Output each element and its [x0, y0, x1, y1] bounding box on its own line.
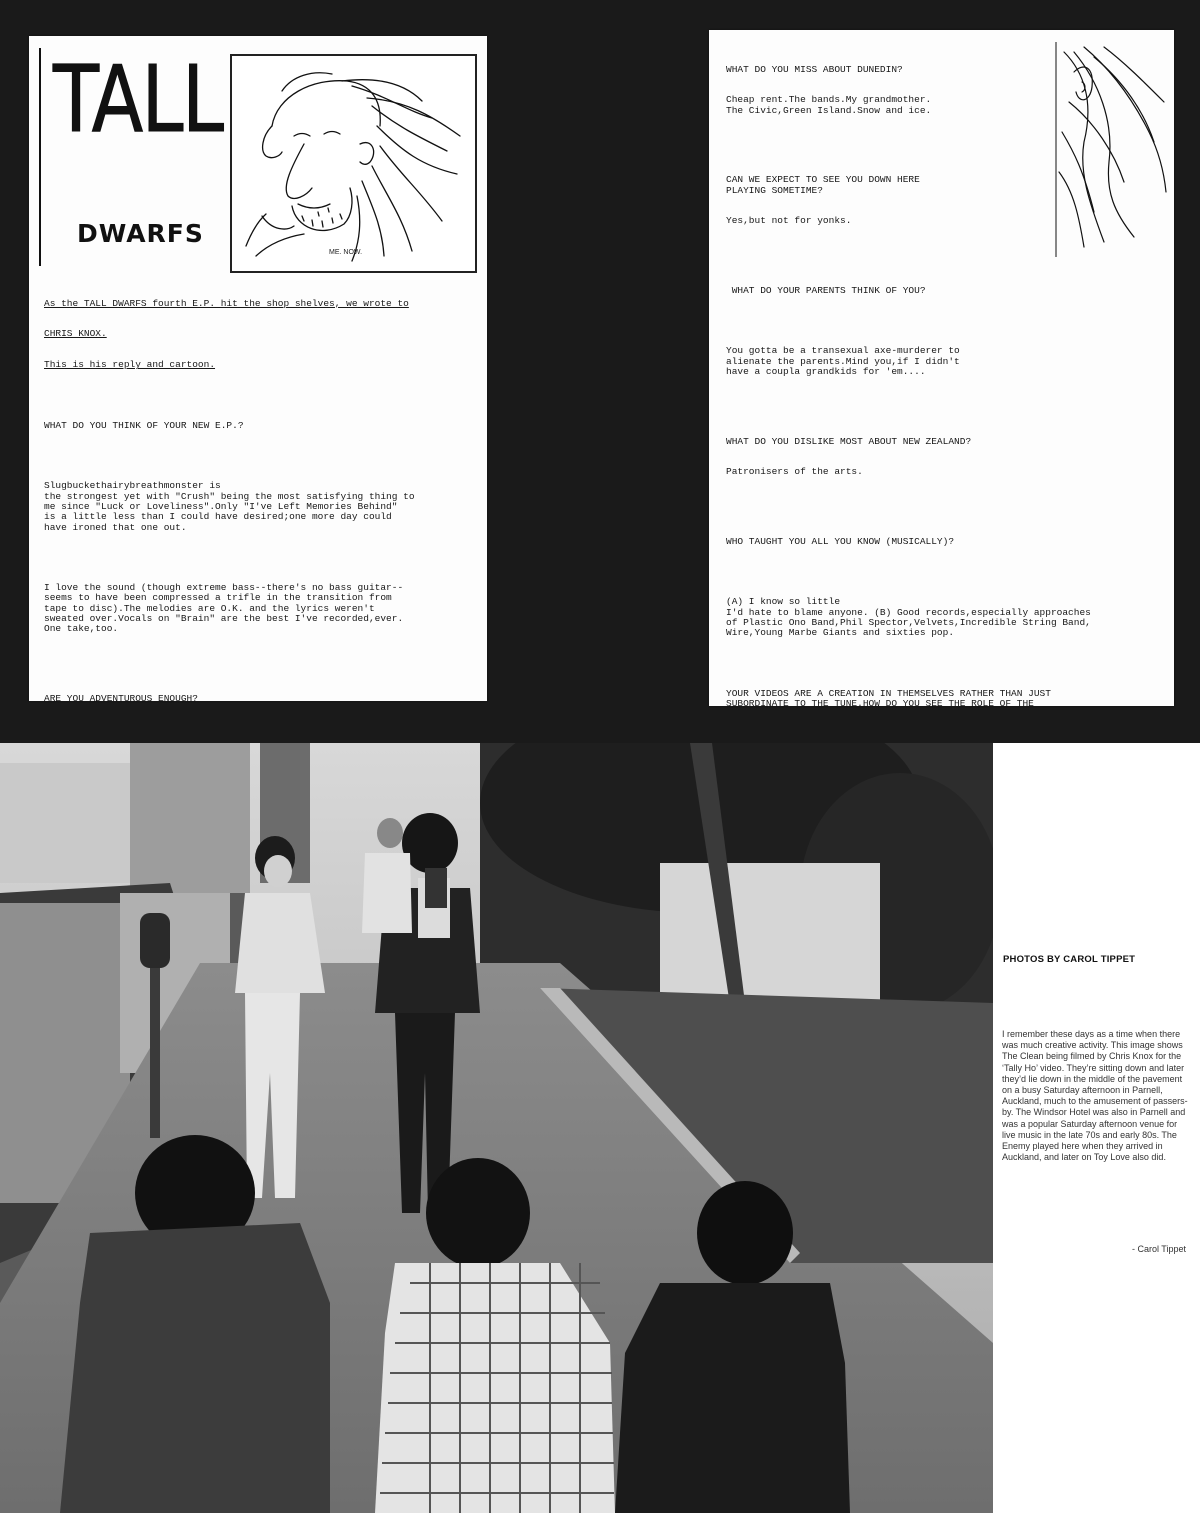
question: WHAT DO YOU MISS ABOUT DUNEDIN?	[726, 63, 903, 75]
margin-rule	[39, 48, 41, 266]
street-photograph	[0, 743, 993, 1513]
answer: Slugbuckethairybreathmonster is the strongest yet with "Crush" being the most satisfying thing to me since "Luck or Loveliness".Only "I've Left Memories Behind" is a little less than I could have desired;one more day could have ironed that one out.	[44, 480, 415, 533]
cartoon-drawing	[232, 56, 475, 271]
title-dwarfs: DWARFS	[77, 219, 204, 248]
self-portrait-cartoon	[230, 54, 477, 273]
title-tall: TALL	[53, 46, 223, 153]
question: ARE YOU ADVENTUROUS ENOUGH?	[44, 692, 198, 701]
answer: Yes,but not for yonks.	[726, 215, 852, 227]
interview-text-left	[44, 278, 474, 701]
photo-caption: I remember these days as a time when there was much creative activity. This image shows The Clean being filmed by Chris Knox for the ‘Tally Ho’ video. They’re sitting down and later they’d lie down in the middle of the pavement on a busy Saturday afternoon in Parnell, Auckland, much to the amusement of passers-by. The Windsor Hotel was also in Parnell and was a popular Saturday afternoon venue for live music in the late 70s and early 80s. The Enemy played here when they arrived in Auckland, and later on Toy Love also did.	[1002, 1029, 1188, 1163]
photo-caption-sidebar	[993, 743, 1200, 1513]
question: WHAT DO YOUR PARENTS THINK OF YOU?	[726, 284, 926, 296]
question: WHO TAUGHT YOU ALL YOU KNOW (MUSICALLY)?	[726, 535, 955, 547]
photo-credit: PHOTOS BY CAROL TIPPET	[1003, 954, 1136, 965]
intro-line: As the TALL DWARFS fourth E.P. hit the shop shelves, we wrote to	[44, 297, 409, 309]
question: WHAT DO YOU DISLIKE MOST ABOUT NEW ZEALAND?	[726, 435, 972, 447]
answer: Cheap rent.The bands.My grandmother. The Civic,Green Island.Snow and ice.	[726, 94, 932, 116]
question: WHAT DO YOU THINK OF YOUR NEW E.P.?	[44, 419, 244, 431]
zine-page-left	[29, 36, 487, 701]
answer: Patronisers of the arts.	[726, 466, 863, 478]
intro-line: This is his reply and cartoon.	[44, 359, 216, 371]
answer: You gotta be a transexual axe-murderer to alienate the parents.Mind you,if I didn't have a coupla grandkids for 'em....	[726, 345, 960, 378]
zine-page-right	[709, 30, 1174, 706]
answer: I love the sound (though extreme bass--there's no bass guitar-- seems to have been compressed a trifle in the transition from tape to disc).The melodies are O.K. and the lyrics weren't sweated over.Vocals on "Brain" are the best I've recorded,ever. One take,too.	[44, 582, 404, 635]
question: CAN WE EXPECT TO SEE YOU DOWN HERE PLAYING SOMETIME?	[726, 174, 920, 196]
intro-line: CHRIS KNOX.	[44, 328, 107, 340]
caption-signature: - Carol Tippet	[1131, 1244, 1186, 1254]
question: YOUR VIDEOS ARE A CREATION IN THEMSELVES RATHER THAN JUST SUBORDINATE TO THE TUNE.HOW DO YOU SEE THE ROLE OF THE	[726, 687, 1051, 706]
cartoon-caption: ME. NOW.	[329, 249, 363, 256]
interview-text-right	[726, 44, 1171, 706]
answer: (A) I know so little I'd hate to blame anyone. (B) Good records,especially approaches of Plastic Ono Band,Phil Spector,Velvets,Incredible String Band, Wire,Young Marbe Giants and sixties pop.	[726, 596, 1091, 639]
photo-scene	[0, 743, 993, 1513]
